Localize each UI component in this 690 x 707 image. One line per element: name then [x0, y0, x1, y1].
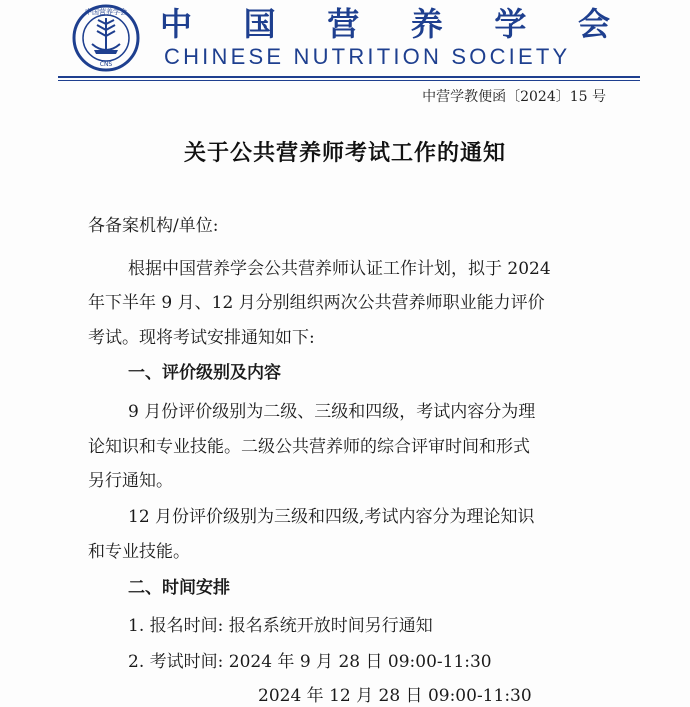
- paragraph-line: 9 月份评价级别为二级、三级和四级，考试内容分为理: [128, 402, 536, 422]
- intro-line: 考试。现将考试安排通知如下:: [88, 328, 315, 348]
- org-cn-char: 中: [160, 5, 193, 43]
- section-heading-2: 二、时间安排: [128, 578, 230, 598]
- salutation: 各备案机构/单位:: [88, 216, 219, 236]
- paragraph-line: 论知识和专业技能。二级公共营养师的综合评审时间和形式: [88, 437, 530, 457]
- letterhead-rule-thin: [58, 80, 640, 81]
- org-cn-char: 国: [243, 5, 276, 43]
- section-heading-1: 一、评价级别及内容: [128, 363, 281, 383]
- org-cn-char: 学: [494, 5, 527, 43]
- paragraph-line: 12 月份评价级别为三级和四级,考试内容分为理论知识: [128, 507, 535, 527]
- letterhead-rule: [58, 76, 640, 78]
- letterhead: [0, 0, 690, 80]
- society-logo-icon: [72, 4, 140, 72]
- list-item: 2. 考试时间: 2024 年 9 月 28 日 09:00-11:30: [128, 652, 492, 672]
- intro-line: 根据中国营养学会公共营养师认证工作计划，拟于 2024: [128, 259, 551, 279]
- logo-bottom-text: CNS: [99, 61, 113, 68]
- logo-top-text: 中国营养学会: [85, 8, 127, 16]
- intro-line: 年下半年 9 月、12 月分别组织两次公共营养师职业能力评价: [88, 293, 545, 313]
- document-number: 中营学教便函〔2024〕15 号: [422, 89, 606, 105]
- list-item: 1. 报名时间: 报名系统开放时间另行通知: [128, 616, 433, 636]
- org-name-chinese: [160, 6, 610, 42]
- paragraph-line: 和专业技能。: [88, 542, 190, 562]
- org-name-english: CHINESE NUTRITION SOCIETY: [164, 44, 571, 69]
- org-cn-char: 营: [327, 5, 360, 43]
- org-cn-char: 养: [410, 5, 443, 43]
- list-item-continuation: 2024 年 12 月 28 日 09:00-11:30: [258, 686, 532, 706]
- org-cn-char: 会: [577, 5, 610, 43]
- paragraph-line: 另行通知。: [88, 471, 173, 491]
- document-title: 关于公共营养师考试工作的通知: [183, 140, 506, 166]
